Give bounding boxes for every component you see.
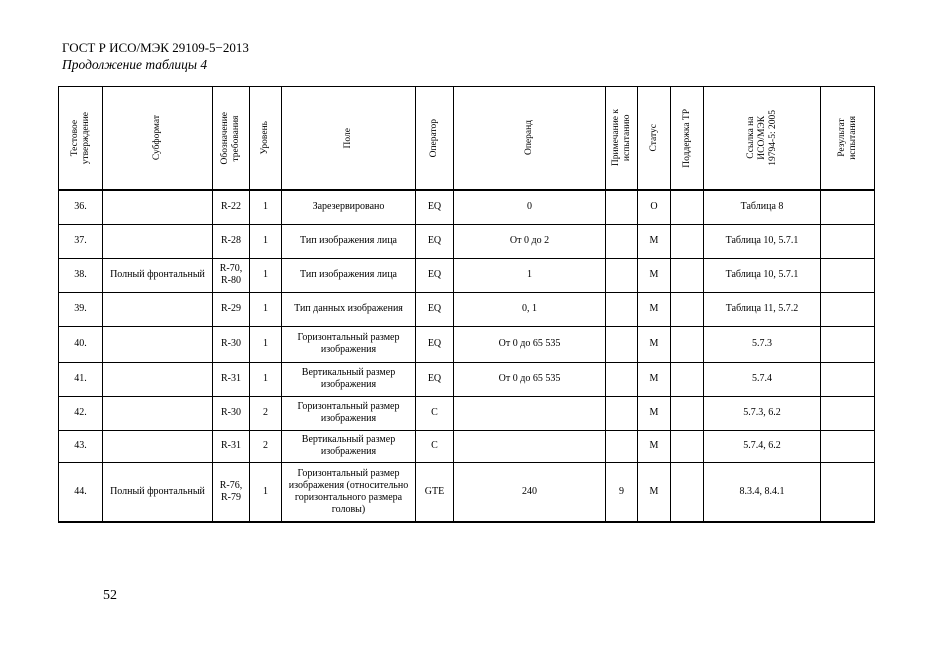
- subformat-cell: [103, 326, 213, 362]
- table-header-row: [59, 87, 875, 191]
- operand-cell: 0, 1: [454, 292, 606, 326]
- status-cell: M: [638, 362, 671, 396]
- field-cell: Вертикальный размер изображения: [282, 430, 416, 462]
- test-statement-cell: 37.: [59, 224, 103, 258]
- status-cell: M: [638, 430, 671, 462]
- header-text: испытания: [847, 116, 858, 160]
- requirement-id-cell: R-30: [213, 326, 250, 362]
- header-text: Оператор: [429, 118, 440, 158]
- test-statement-cell: 43.: [59, 430, 103, 462]
- table-body: [59, 190, 875, 522]
- level-cell: 2: [250, 430, 282, 462]
- operator-cell: EQ: [416, 326, 454, 362]
- field-cell: Горизонтальный размер изображения (относительно горизонтального размера головы): [282, 462, 416, 522]
- tp-support-cell: [671, 190, 704, 224]
- status-cell: M: [638, 258, 671, 292]
- table-row: [59, 362, 875, 396]
- operand-cell: 0: [454, 190, 606, 224]
- test-statement-cell: 36.: [59, 190, 103, 224]
- test-note-cell: [606, 430, 638, 462]
- level-cell: 2: [250, 396, 282, 430]
- status-cell: M: [638, 224, 671, 258]
- level-cell: 1: [250, 462, 282, 522]
- test-note-cell: [606, 326, 638, 362]
- requirement-id-cell: R-28: [213, 224, 250, 258]
- table-row: [59, 462, 875, 522]
- header-text: Результат: [836, 118, 847, 158]
- operator-cell: C: [416, 396, 454, 430]
- operand-cell: 1: [454, 258, 606, 292]
- requirement-id-cell: R-31: [213, 362, 250, 396]
- tp-support-cell: [671, 362, 704, 396]
- col-requirement-id-header: [213, 87, 250, 191]
- field-cell: Горизонтальный размер изображения: [282, 396, 416, 430]
- test-note-cell: 9: [606, 462, 638, 522]
- col-operator-header: [416, 87, 454, 191]
- subformat-cell: [103, 224, 213, 258]
- header-text: Поддержка TP: [681, 108, 692, 168]
- col-field-header: [282, 87, 416, 191]
- operator-cell: EQ: [416, 190, 454, 224]
- subformat-cell: [103, 396, 213, 430]
- header-text: Ссылка на: [745, 116, 756, 160]
- requirements-table: [58, 86, 875, 523]
- test-result-cell: [821, 462, 875, 522]
- reference-cell: Таблица 8: [704, 190, 821, 224]
- operator-cell: EQ: [416, 362, 454, 396]
- tp-support-cell: [671, 292, 704, 326]
- test-statement-cell: 39.: [59, 292, 103, 326]
- tp-support-cell: [671, 462, 704, 522]
- table-row: [59, 224, 875, 258]
- tp-support-cell: [671, 224, 704, 258]
- test-result-cell: [821, 292, 875, 326]
- reference-cell: 5.7.3: [704, 326, 821, 362]
- header-text: Операнд: [524, 120, 535, 156]
- test-result-cell: [821, 224, 875, 258]
- operator-cell: EQ: [416, 258, 454, 292]
- test-statement-cell: 41.: [59, 362, 103, 396]
- col-tp-support-header: [671, 87, 704, 191]
- test-statement-cell: 44.: [59, 462, 103, 522]
- table-row: [59, 396, 875, 430]
- col-test-note-header: [606, 87, 638, 191]
- test-statement-cell: 42.: [59, 396, 103, 430]
- operator-cell: EQ: [416, 224, 454, 258]
- document-code: ГОСТ Р ИСО/МЭК 29109-5−2013: [62, 40, 249, 55]
- header-text: Обозначение: [220, 111, 231, 165]
- reference-cell: 8.3.4, 8.4.1: [704, 462, 821, 522]
- reference-cell: 5.7.3, 6.2: [704, 396, 821, 430]
- field-cell: Зарезервировано: [282, 190, 416, 224]
- table-row: [59, 190, 875, 224]
- test-note-cell: [606, 362, 638, 396]
- test-statement-cell: 40.: [59, 326, 103, 362]
- test-note-cell: [606, 292, 638, 326]
- status-cell: M: [638, 326, 671, 362]
- test-result-cell: [821, 430, 875, 462]
- header-text: испытанию: [621, 114, 632, 162]
- requirement-id-cell: R-30: [213, 396, 250, 430]
- header-text: Примечание к: [610, 109, 621, 167]
- reference-cell: 5.7.4: [704, 362, 821, 396]
- requirement-id-cell: R-29: [213, 292, 250, 326]
- status-cell: M: [638, 292, 671, 326]
- operand-cell: 240: [454, 462, 606, 522]
- header-text: Уровень: [260, 121, 271, 155]
- col-test-statement-header: [59, 87, 103, 191]
- col-test-result-header: [821, 87, 875, 191]
- reference-cell: Таблица 10, 5.7.1: [704, 224, 821, 258]
- status-cell: M: [638, 396, 671, 430]
- operator-cell: GTE: [416, 462, 454, 522]
- table-row: [59, 430, 875, 462]
- requirement-id-cell: R-76, R-79: [213, 462, 250, 522]
- field-cell: Тип изображения лица: [282, 258, 416, 292]
- level-cell: 1: [250, 362, 282, 396]
- col-level-header: [250, 87, 282, 191]
- header-text: Тестовое: [69, 119, 80, 157]
- level-cell: 1: [250, 326, 282, 362]
- test-result-cell: [821, 362, 875, 396]
- col-reference-header: [704, 87, 821, 191]
- requirement-id-cell: R-31: [213, 430, 250, 462]
- test-result-cell: [821, 326, 875, 362]
- reference-cell: 5.7.4, 6.2: [704, 430, 821, 462]
- col-subformat-header: [103, 87, 213, 191]
- field-cell: Тип данных изображения: [282, 292, 416, 326]
- subformat-cell: Полный фронтальный: [103, 258, 213, 292]
- test-result-cell: [821, 258, 875, 292]
- header-text: ИСО/МЭК: [756, 116, 767, 160]
- subformat-cell: [103, 362, 213, 396]
- requirement-id-cell: R-22: [213, 190, 250, 224]
- reference-cell: Таблица 10, 5.7.1: [704, 258, 821, 292]
- level-cell: 1: [250, 224, 282, 258]
- header-text: утверждение: [80, 111, 91, 165]
- operand-cell: От 0 до 65 535: [454, 362, 606, 396]
- table-row: [59, 326, 875, 362]
- level-cell: 1: [250, 258, 282, 292]
- level-cell: 1: [250, 292, 282, 326]
- test-note-cell: [606, 396, 638, 430]
- operand-cell: [454, 430, 606, 462]
- header-text: Субформат: [152, 115, 163, 161]
- requirement-id-cell: R-70, R-80: [213, 258, 250, 292]
- page-number: 52: [103, 588, 117, 603]
- reference-cell: Таблица 11, 5.7.2: [704, 292, 821, 326]
- test-statement-cell: 38.: [59, 258, 103, 292]
- tp-support-cell: [671, 326, 704, 362]
- col-operand-header: [454, 87, 606, 191]
- table-continuation-caption: Продолжение таблицы 4: [62, 57, 208, 72]
- tp-support-cell: [671, 430, 704, 462]
- status-cell: M: [638, 462, 671, 522]
- test-result-cell: [821, 190, 875, 224]
- subformat-cell: [103, 430, 213, 462]
- operator-cell: EQ: [416, 292, 454, 326]
- test-note-cell: [606, 258, 638, 292]
- header-text: Статус: [648, 124, 659, 152]
- operand-cell: [454, 396, 606, 430]
- field-cell: Тип изображения лица: [282, 224, 416, 258]
- table-row: [59, 292, 875, 326]
- level-cell: 1: [250, 190, 282, 224]
- test-note-cell: [606, 190, 638, 224]
- header-text: требования: [231, 115, 241, 161]
- field-cell: Вертикальный размер изображения: [282, 362, 416, 396]
- test-note-cell: [606, 224, 638, 258]
- tp-support-cell: [671, 396, 704, 430]
- status-cell: O: [638, 190, 671, 224]
- operator-cell: C: [416, 430, 454, 462]
- operand-cell: От 0 до 2: [454, 224, 606, 258]
- operand-cell: От 0 до 65 535: [454, 326, 606, 362]
- test-result-cell: [821, 396, 875, 430]
- subformat-cell: [103, 292, 213, 326]
- table-row: [59, 258, 875, 292]
- subformat-cell: [103, 190, 213, 224]
- header-text: Поле: [343, 127, 354, 149]
- subformat-cell: Полный фронтальный: [103, 462, 213, 522]
- col-status-header: [638, 87, 671, 191]
- tp-support-cell: [671, 258, 704, 292]
- field-cell: Горизонтальный размер изображения: [282, 326, 416, 362]
- header-text: 19794-5: 2005: [767, 110, 778, 166]
